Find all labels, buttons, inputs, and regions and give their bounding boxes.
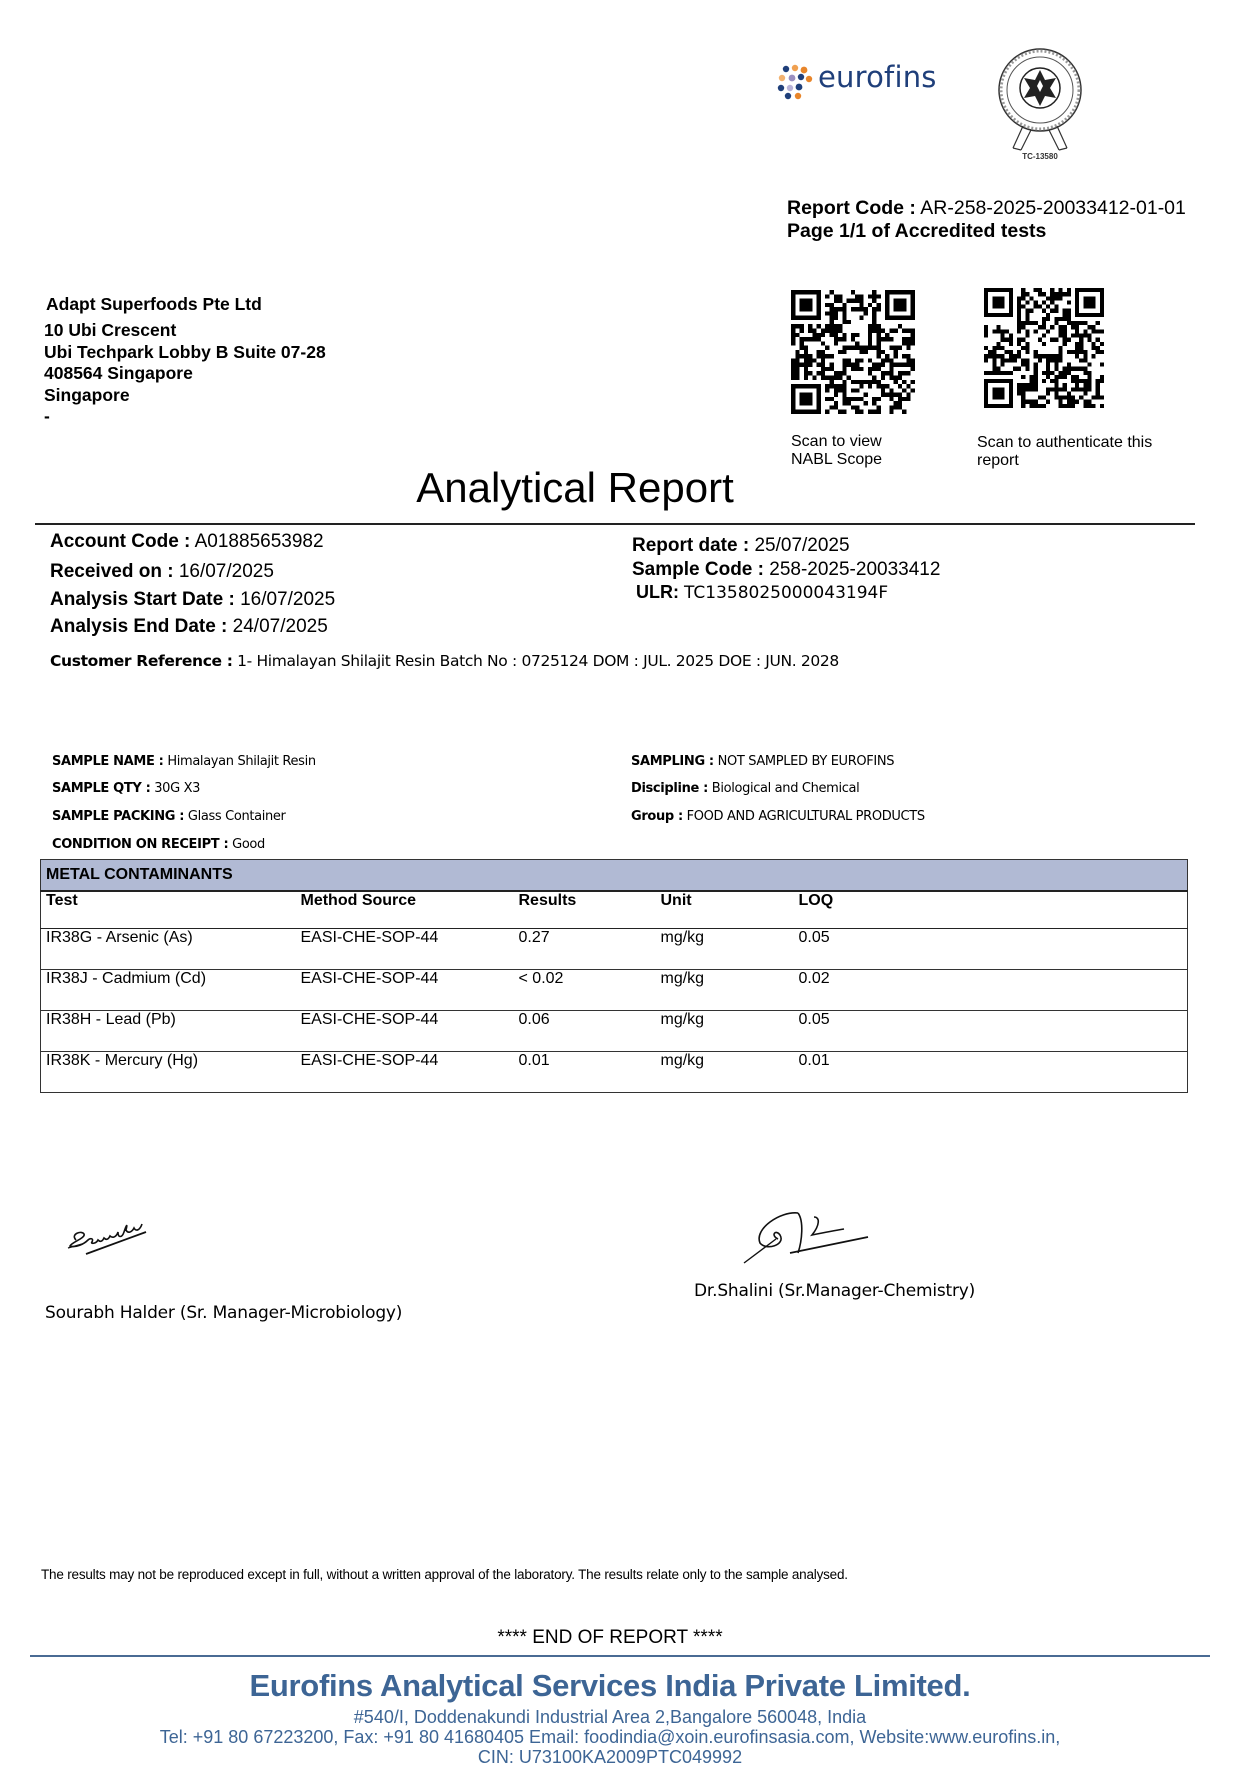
qr-caption-line: Scan to authenticate this <box>977 434 1153 451</box>
cell-test: IR38G - Arsenic (As) <box>41 929 296 970</box>
page-title: Analytical Report <box>416 464 734 511</box>
qr-caption-line: report <box>977 452 1019 469</box>
column-header: LOQ <box>794 891 1188 929</box>
field-value: Biological and Chemical <box>711 781 860 796</box>
cell-loq: 0.02 <box>794 970 1188 1011</box>
field-value: FOOD AND AGRICULTURAL PRODUCTS <box>686 809 925 824</box>
cell-test: IR38K - Mercury (Hg) <box>46 1052 199 1069</box>
condition-on-receipt <box>52 837 265 852</box>
field-label: Analysis Start Date : <box>50 589 235 610</box>
cell-method: EASI-CHE-SOP-44 <box>296 970 514 1011</box>
table-row <box>41 1011 1188 1052</box>
field-label: Sample Code : <box>632 559 764 580</box>
sample-qty <box>52 781 200 796</box>
address-line: 10 Ubi Crescent <box>44 320 177 340</box>
cell-unit: mg/kg <box>660 1052 705 1069</box>
handwritten-signature-icon <box>62 1206 162 1266</box>
cell-method: EASI-CHE-SOP-44 <box>296 1011 514 1052</box>
signatory-name: Sourabh Halder (Sr. Manager-Microbiology) <box>45 1303 403 1323</box>
account-code <box>50 531 324 553</box>
cell-result: 0.06 <box>514 1011 656 1052</box>
report-code <box>787 197 1186 220</box>
table-row <box>41 970 1188 1011</box>
column-header: Method Source <box>296 891 514 929</box>
qr-caption-line: NABL Scope <box>791 451 883 468</box>
title-divider <box>35 523 1195 525</box>
signatory-name: Dr.Shalini (Sr.Manager-Chemistry) <box>694 1281 976 1301</box>
qr-code-icon <box>791 290 915 414</box>
qr-code-icon <box>984 288 1104 408</box>
field-value: A01885653982 <box>194 531 324 552</box>
group <box>631 809 925 824</box>
authenticate-report-qr-code[interactable] <box>984 288 1104 408</box>
field-value: Himalayan Shilajit Resin <box>167 754 316 769</box>
brand-wordmark: eurofins <box>818 60 937 94</box>
company-name: Eurofins Analytical Services India Private Limited. <box>249 1668 971 1703</box>
analysis-start-date <box>50 589 335 611</box>
field-label: Customer Reference : <box>50 652 233 670</box>
cell-result: 0.01 <box>518 1052 550 1069</box>
nabl-scope-qr-code[interactable] <box>791 290 915 414</box>
field-value: Glass Container <box>187 809 286 824</box>
field-label: SAMPLING : <box>631 754 714 769</box>
analysis-end-date <box>50 616 328 638</box>
address-line: 408564 Singapore <box>44 363 193 383</box>
field-value: TC1358025000043194F <box>684 583 889 603</box>
field-label: Account Code : <box>50 531 191 552</box>
disclaimer: The results may not be reproduced except in full, without a written approval of the laboratory. The results relate only to the sample analysed. <box>41 1567 848 1582</box>
field-label: SAMPLE NAME : <box>52 754 164 769</box>
company-cin: CIN: U73100KA2009PTC049992 <box>477 1747 743 1767</box>
field-label: SAMPLE PACKING : <box>52 809 185 824</box>
field-label: Received on : <box>50 561 174 582</box>
discipline <box>631 781 859 796</box>
cell-loq: 0.01 <box>798 1052 830 1069</box>
column-header: Results <box>514 891 656 929</box>
cell-method: EASI-CHE-SOP-44 <box>296 929 514 970</box>
field-label: Discipline : <box>631 781 708 796</box>
sample-packing <box>52 809 286 824</box>
field-value: Good <box>232 837 265 852</box>
seal-caption: TC-13580 <box>1022 152 1058 161</box>
group-title: METAL CONTAMINANTS <box>41 860 1188 892</box>
customer-address <box>44 320 326 428</box>
report-code-label: Report Code : <box>787 197 916 219</box>
field-label: ULR: <box>636 582 679 602</box>
sample-code <box>632 559 940 581</box>
field-label: SAMPLE QTY : <box>52 781 151 796</box>
page-info: Page 1/1 of Accredited tests <box>787 220 1047 242</box>
field-label: CONDITION ON RECEIPT : <box>52 837 229 852</box>
cell-result: < 0.02 <box>514 970 656 1011</box>
signature-shalini <box>740 1205 890 1265</box>
field-label: Analysis End Date : <box>50 616 228 637</box>
end-of-report: **** END OF REPORT **** <box>497 1627 723 1648</box>
signature-sourabh <box>62 1206 162 1266</box>
report-date <box>632 535 850 557</box>
cell-unit: mg/kg <box>656 1011 794 1052</box>
field-label: Report date : <box>632 535 750 556</box>
cell-loq: 0.05 <box>794 929 1188 970</box>
field-value: 16/07/2025 <box>240 589 336 610</box>
field-value: 25/07/2025 <box>754 535 850 556</box>
field-value: 258-2025-20033412 <box>769 559 941 580</box>
cell-loq: 0.05 <box>794 1011 1188 1052</box>
cell-result: 0.27 <box>514 929 656 970</box>
qr-caption-line: Scan to view <box>791 433 882 450</box>
results-table <box>40 859 1188 1093</box>
cell-test: IR38H - Lead (Pb) <box>41 1011 296 1052</box>
report-code-value: AR-258-2025-20033412-01-01 <box>920 197 1186 219</box>
nabl-seal <box>995 46 1085 164</box>
handwritten-signature-icon <box>740 1205 890 1265</box>
cell-method: EASI-CHE-SOP-44 <box>300 1052 439 1069</box>
cell-unit: mg/kg <box>656 929 794 970</box>
address-line: Singapore <box>44 384 130 405</box>
footer-divider <box>30 1655 1210 1657</box>
field-value: 30G X3 <box>154 781 201 796</box>
table-group-header <box>41 860 1188 892</box>
address-line: - <box>44 406 50 426</box>
cell-unit: mg/kg <box>656 970 794 1011</box>
cell-test: IR38J - Cadmium (Cd) <box>41 970 296 1011</box>
company-address: #540/I, Doddenakundi Industrial Area 2,Bangalore 560048, India <box>353 1707 867 1727</box>
customer-name: Adapt Superfoods Pte Ltd <box>46 294 262 314</box>
accreditation-seal-icon <box>995 46 1085 154</box>
eurofins-dots-icon <box>776 64 816 100</box>
field-value: 16/07/2025 <box>178 561 274 582</box>
sample-name <box>52 754 316 769</box>
received-on <box>50 561 274 583</box>
table-row <box>41 929 1188 970</box>
column-header: Unit <box>656 891 794 929</box>
eurofins-logo <box>776 60 946 100</box>
field-value: 24/07/2025 <box>232 616 328 637</box>
field-value: 1- Himalayan Shilajit Resin Batch No : 0725124 DOM : JUL. 2025 DOE : JUN. 2028 <box>237 652 839 670</box>
field-label: Group : <box>631 809 683 824</box>
column-header: Test <box>41 891 296 929</box>
field-value: NOT SAMPLED BY EUROFINS <box>717 754 895 769</box>
table-row <box>41 1052 1188 1093</box>
company-contact: Tel: +91 80 67223200, Fax: +91 80 41680405 Email: foodindia@xoin.eurofinsasia.com, Website:www.eurofins.in, <box>159 1727 1061 1747</box>
sampling <box>631 754 894 769</box>
address-line: Ubi Techpark Lobby B Suite 07-28 <box>44 341 326 362</box>
ulr <box>636 582 888 603</box>
customer-reference <box>50 652 839 670</box>
table-header-row <box>41 891 1188 929</box>
